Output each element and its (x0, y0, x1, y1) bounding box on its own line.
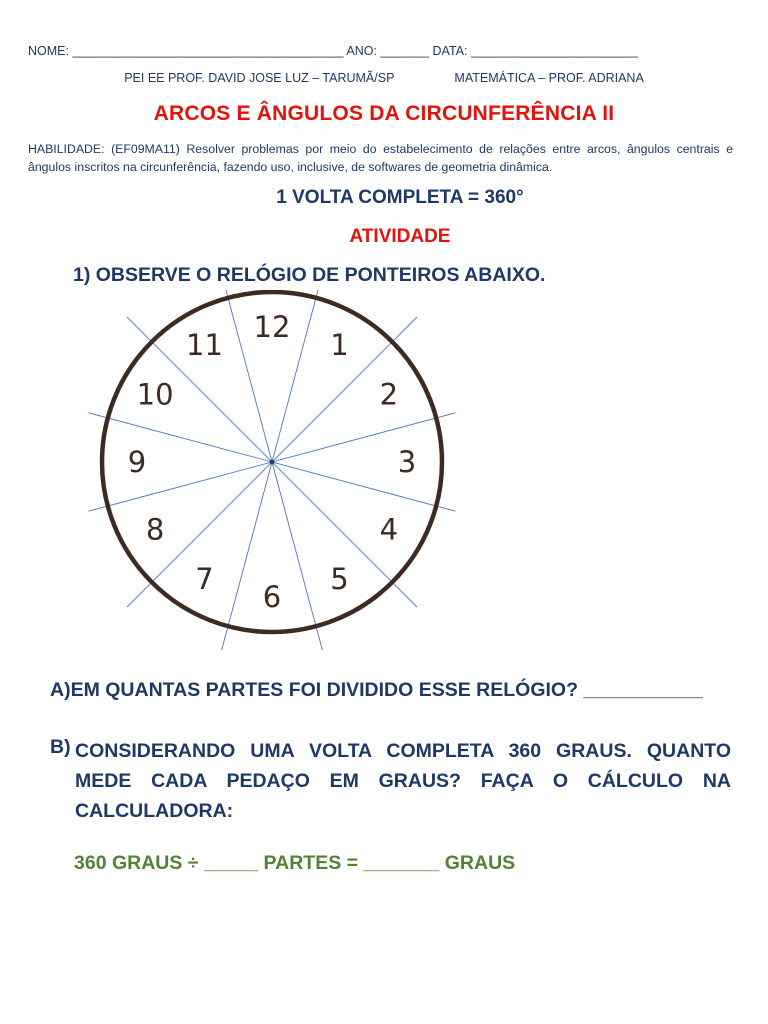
clock-number-3: 3 (397, 445, 417, 479)
clock-number-2: 2 (379, 377, 399, 412)
subject-teacher: MATEMÁTICA – PROF. ADRIANA (454, 71, 644, 85)
question-a-text: EM QUANTAS PARTES FOI DIVIDIDO ESSE RELÓGIO? ___________ (70, 679, 703, 701)
page-title: ARCOS E ÂNGULOS DA CIRCUNFERÊNCIA II (153, 102, 615, 125)
question-b-label: B) (50, 736, 71, 758)
question-a (50, 679, 703, 702)
clock-number-7: 7 (195, 561, 214, 596)
clock-number-6: 6 (262, 580, 282, 614)
question-1: 1) OBSERVE O RELÓGIO DE PONTEIROS ABAIXO. (73, 264, 546, 286)
clock-number-12: 12 (253, 310, 291, 344)
clock-number-4: 4 (379, 512, 399, 547)
full-turn-statement: 1 VOLTA COMPLETA = 360° (276, 187, 524, 208)
name-year-date-line: NOME: _______________________________________ ANO: _______ DATA: ________________________ (28, 44, 638, 58)
question-b-text: CONSIDERANDO UMA VOLTA COMPLETA 360 GRAUS. QUANTO MEDE CADA PEDAÇO EM GRAUS? FAÇA O CÁLCULO NA CALCULADORA: (75, 740, 731, 822)
school-name: PEI EE PROF. DAVID JOSE LUZ – TARUMÃ/SP (124, 71, 395, 85)
skill-description: HABILIDADE: (EF09MA11) Resolver problemas por meio do estabelecimento de relações entre arcos, ângulos centrais e ângulos inscritos na circunferência, fazendo uso, inclusive, de softwares de geometria dinâmica. (28, 142, 733, 174)
clock-number-10: 10 (136, 377, 174, 412)
clock-center (270, 460, 275, 465)
question-a-label: A) (50, 679, 71, 701)
clock-diagram (0, 290, 540, 650)
clock-number-8: 8 (145, 512, 165, 547)
clock-number-9: 9 (127, 445, 147, 479)
clock-number-5: 5 (330, 561, 349, 596)
school-subject-line (0, 71, 768, 85)
clock-number-11: 11 (186, 328, 223, 363)
calculation-line: 360 GRAUS ÷ _____ PARTES = _______ GRAUS (74, 852, 516, 874)
clock-number-1: 1 (330, 328, 349, 363)
activity-heading: ATIVIDADE (349, 226, 451, 247)
